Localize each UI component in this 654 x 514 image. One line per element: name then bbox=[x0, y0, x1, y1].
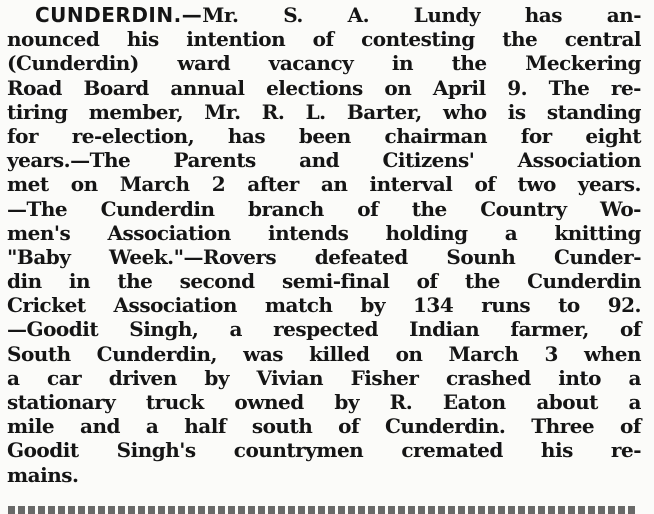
article-line: mains. bbox=[7, 462, 79, 487]
article-line: din in the second semi-final of the Cunderdin bbox=[7, 269, 641, 294]
article-line: tiring member, Mr. R. L. Barter, who is standing bbox=[7, 99, 641, 124]
article-line: a car driven by Vivian Fisher crashed into a bbox=[7, 365, 641, 390]
cropped-text-fragment bbox=[8, 506, 638, 514]
article-line: "Baby Week."—Rovers defeated Sounh Cunder- bbox=[7, 244, 641, 269]
article-line: (Cunderdin) ward vacancy in the Meckering bbox=[7, 51, 641, 76]
article-line: —Goodit Singh, a respected Indian farmer, of bbox=[7, 317, 641, 342]
article-line: mile and a half south of Cunderdin. Three of bbox=[7, 414, 641, 439]
article-line: Cricket Association match by 134 runs to 92. bbox=[7, 293, 641, 318]
article-line: CUNDERDIN.—Mr. S. A. Lundy has an- bbox=[35, 3, 641, 27]
article-line: —The Cunderdin branch of the Country Wo- bbox=[7, 196, 641, 221]
article-line: Road Board annual elections on April 9. The re- bbox=[7, 75, 641, 100]
article-line: Goodit Singh's countrymen cremated his re- bbox=[7, 438, 641, 463]
article-line: men's Association intends holding a knitting bbox=[7, 220, 641, 245]
article-body bbox=[7, 3, 641, 487]
article-line: nounced his intention of contesting the central bbox=[7, 27, 641, 52]
article-headline: CUNDERDIN.— bbox=[35, 3, 203, 27]
article-line: years.—The Parents and Citizens' Association bbox=[7, 148, 641, 173]
article-line: met on March 2 after an interval of two years. bbox=[7, 172, 641, 197]
article-line: South Cunderdin, was killed on March 3 when bbox=[7, 341, 641, 366]
article-line: for re-election, has been chairman for eight bbox=[7, 123, 641, 148]
cropped-next-line bbox=[8, 506, 638, 514]
article-line: stationary truck owned by R. Eaton about a bbox=[7, 390, 641, 414]
